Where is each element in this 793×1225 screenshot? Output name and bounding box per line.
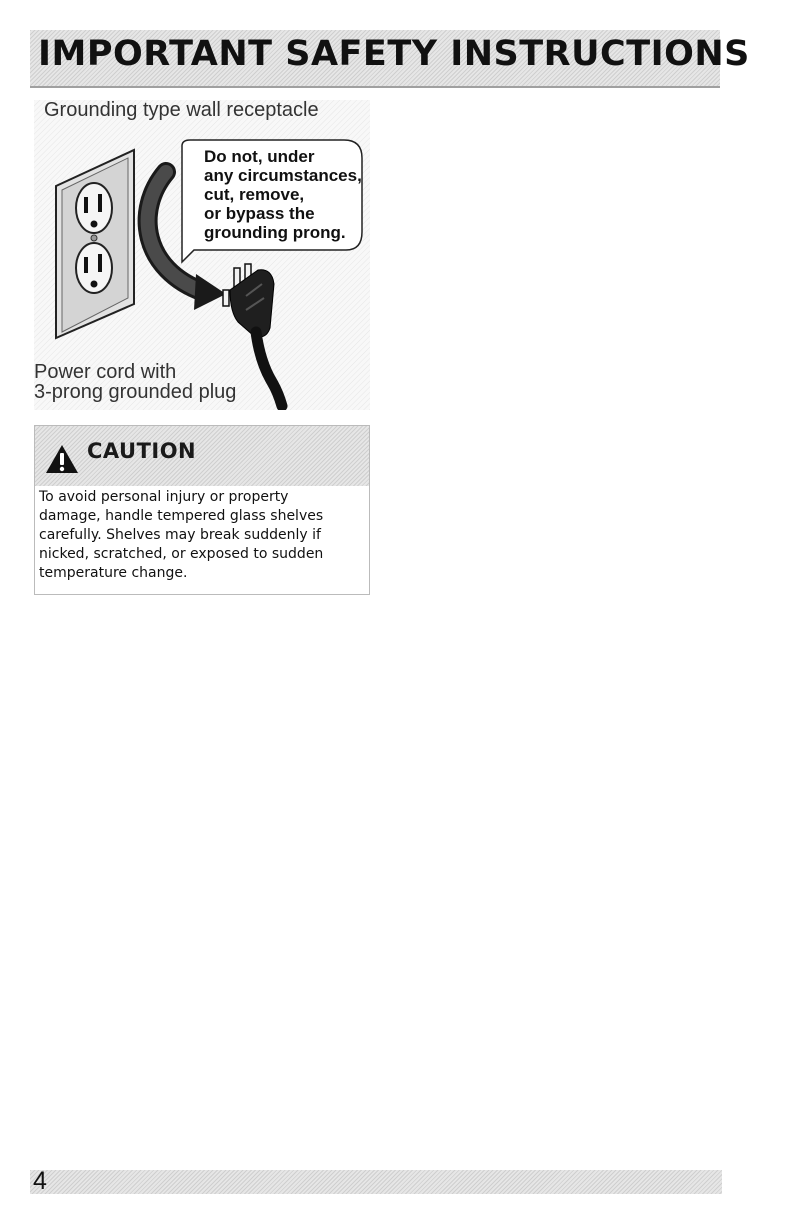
caution-title: CAUTION <box>87 439 197 463</box>
warning-line: Do not, under <box>204 147 315 166</box>
receptacle-label: Grounding type wall receptacle <box>44 99 319 121</box>
cord-label-line: 3-prong grounded plug <box>34 381 237 403</box>
caution-text-line: nicked, scratched, or exposed to sudden <box>39 546 324 562</box>
warning-line: any circumstances, <box>204 166 362 185</box>
page-title: IMPORTANT SAFETY INSTRUCTIONS <box>38 34 750 74</box>
header-banner <box>30 30 750 88</box>
caution-header <box>35 426 369 486</box>
warning-line: grounding prong. <box>204 223 346 242</box>
footer-bar <box>30 1167 722 1195</box>
warning-line: cut, remove, <box>204 185 305 204</box>
warning-line: or bypass the <box>204 204 315 223</box>
page-number: 4 <box>33 1167 47 1195</box>
warning-triangle-icon <box>45 444 79 474</box>
grounding-illustration <box>34 100 370 410</box>
caution-text-line: To avoid personal injury or property <box>39 489 289 505</box>
caution-text-line: carefully. Shelves may break suddenly if <box>39 527 321 543</box>
caution-text-line: temperature change. <box>39 565 188 581</box>
caution-text <box>39 488 367 583</box>
caution-text-line: damage, handle tempered glass shelves <box>39 508 324 524</box>
caution-box <box>34 425 370 595</box>
cord-label-line: Power cord with <box>34 361 177 383</box>
